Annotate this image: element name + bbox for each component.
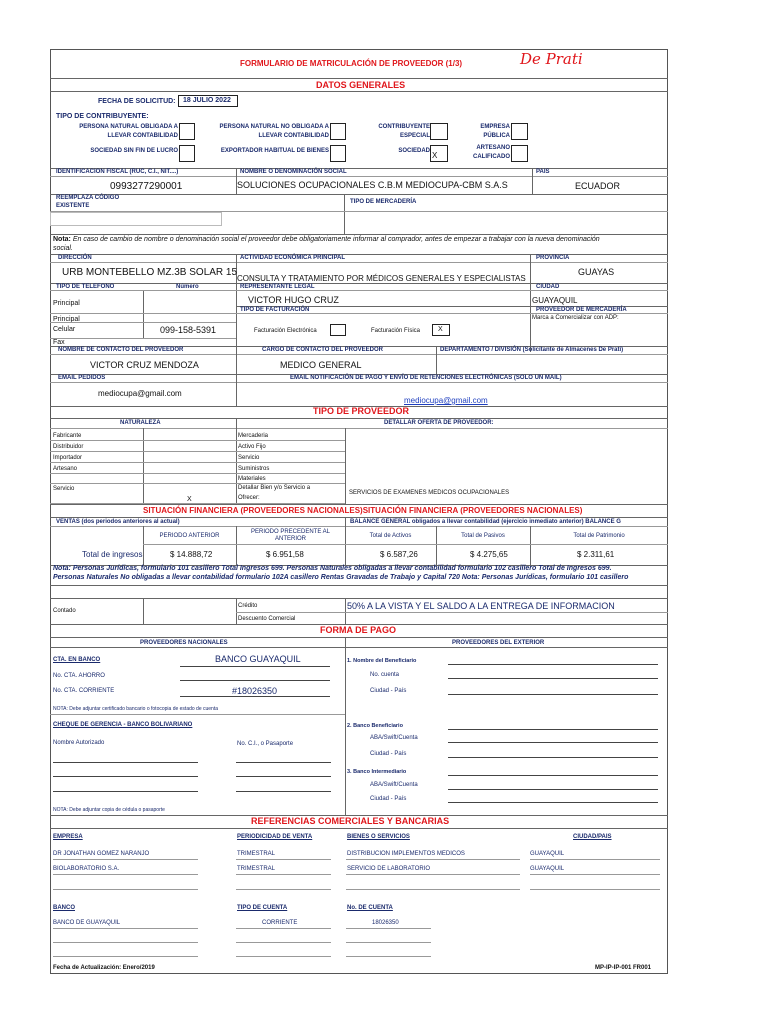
fecha-value: 18 JULIO 2022 [183,97,231,104]
tipo-contribuyente-label: TIPO DE CONTRIBUYENTE: [56,113,149,120]
fecha-label: FECHA DE SOLICITUD: [98,98,176,105]
contacto-value: VICTOR CRUZ MENDOZA [90,360,199,370]
total-activos: $ 6.587,26 [380,550,418,559]
ingresos-anterior: $ 14.888,72 [170,550,213,559]
tipo-proveedor-row-line [50,473,345,474]
actividad-value: CONSULTA Y TRATAMIENTO POR MÉDICOS GENERALES Y ESPECIALISTAS [237,274,526,283]
ciudad-value: GUAYAQUIL [532,296,578,305]
tipo-proveedor-row-line [50,451,345,452]
section-forma-pago: FORMA DE PAGO [320,625,396,635]
ref-empresa-2: BIOLABORATORIO S.A. [53,866,120,872]
credito-value: 50% A LA VISTA Y EL SALDO A LA ENTREGA DE INFORMACION [347,601,615,611]
checkbox-sociedad-sin-fin[interactable] [179,145,195,162]
checkbox-pn-no-obligada[interactable] [330,123,346,140]
reemplaza-codigo-field[interactable] [50,212,222,226]
rep-legal-value: VICTOR HUGO CRUZ [248,295,339,305]
pais-value: ECUADOR [575,181,621,191]
detallar-value: SERVICIOS DE EXAMENES MEDICOS OCUPACIONALES [349,490,510,496]
ref-banco-value: BANCO DE GUAYAQUIL [53,920,121,926]
email-pedidos-value: mediocupa@gmail.com [98,389,182,398]
section-referencias: REFERENCIAS COMERCIALES Y BANCARIAS [251,816,450,826]
banco-nacional-value: BANCO GUAYAQUIL [215,654,301,664]
tipo-proveedor-row-line [50,462,345,463]
celular-value: 099-158-5391 [160,325,217,335]
razon-social-value: SOLUCIONES OCUPACIONALES C.B.M MEDIOCUPA-CBM S.A.S [237,180,508,190]
checkbox-exportador[interactable] [330,145,346,162]
section-datos-generales: DATOS GENERALES [316,80,406,90]
total-pasivos: $ 4.275,65 [470,550,508,559]
total-patrimonio: $ 2.311,61 [577,550,615,559]
direccion-value: URB MONTEBELLO MZ.3B SOLAR 15 [62,267,238,278]
footer-fecha-actualizacion: Fecha de Actualización: Enero/2019 [53,965,155,971]
checkbox-fact-electronica[interactable] [330,324,346,336]
ref-empresa-1: DR JONATHAN GOMEZ NARANJO [53,851,150,857]
checkbox-pn-obligada[interactable] [179,123,195,140]
servicio-mark: X [187,496,192,503]
checkbox-empresa-publica[interactable] [511,123,528,140]
de-prati-logo: De Prati [520,50,583,68]
form-title: FORMULARIO DE MATRICULACIÓN DE PROVEEDOR (1/3) [240,59,463,68]
cta-corriente-value: #18026350 [232,686,278,696]
tipo-proveedor-row-line [50,483,345,484]
id-fiscal-value: 0993277290001 [110,181,183,192]
tipo-proveedor-row-line [50,440,345,441]
section-situacion-financiera: SITUACIÓN FINANCIERA (PROVEEDORES NACIONALES)SITUACIÓN FINANCIERA (PROVEEDORES NACIONALES) [143,506,583,515]
checkbox-artesano[interactable] [511,145,528,162]
provincia-value: GUAYAS [578,267,615,277]
section-tipo-proveedor: TIPO DE PROVEEDOR [313,406,410,416]
ingresos-precedente: $ 6.951,58 [266,550,304,559]
sociedad-mark: X [432,151,438,160]
footer-codigo: MP-IP-IP-001 FR001 [595,965,652,971]
email-notificacion-link[interactable]: mediocupa@gmail.com [404,396,488,405]
checkbox-contribuyente-especial[interactable] [430,123,448,140]
cargo-value: MEDICO GENERAL [280,360,362,370]
